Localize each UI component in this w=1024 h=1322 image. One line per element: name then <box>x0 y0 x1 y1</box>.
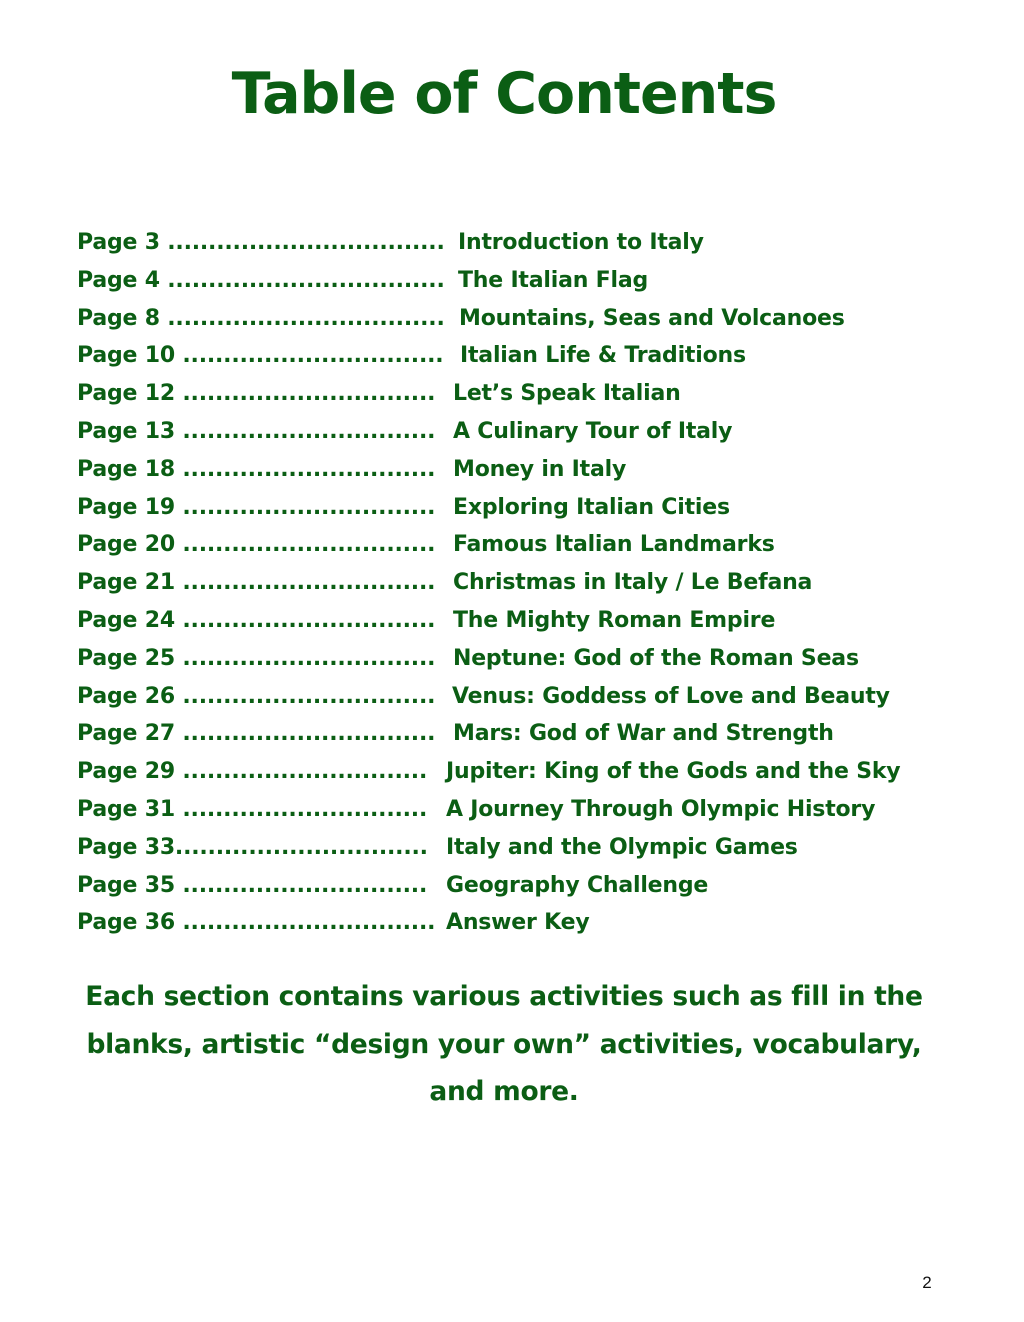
toc-page-reference: Page 29 .............................. <box>77 759 428 785</box>
toc-row <box>0 413 1024 451</box>
toc-row <box>0 489 1024 527</box>
toc-page-reference: Page 21 ............................... <box>77 570 436 596</box>
toc-row <box>0 640 1024 678</box>
toc-section-title: Italian Life & Traditions <box>460 343 746 369</box>
toc-section-title: Famous Italian Landmarks <box>453 532 775 558</box>
toc-page-reference: Page 19 ............................... <box>77 494 436 520</box>
toc-page-reference: Page 20 ............................... <box>77 532 436 558</box>
toc-row <box>0 300 1024 338</box>
toc-page-reference: Page 35 .............................. <box>77 872 428 898</box>
page-title: Table of Contents <box>231 61 777 127</box>
toc-page-reference: Page 36 ............................... <box>77 910 436 936</box>
toc-row <box>0 451 1024 489</box>
table-of-contents <box>0 224 1024 942</box>
toc-page-reference: Page 26 ............................... <box>77 683 436 709</box>
toc-row <box>0 602 1024 640</box>
toc-page-reference: Page 8 .................................. <box>77 305 445 331</box>
toc-row <box>0 867 1024 905</box>
activities-note: Each section contains various activities such as fill in the blanks, artistic “design your own” activities, vocabulary, and more. <box>85 981 923 1107</box>
toc-section-title: Let’s Speak Italian <box>453 381 681 407</box>
toc-section-title: Christmas in Italy / Le Befana <box>453 570 813 596</box>
toc-row <box>0 715 1024 753</box>
toc-section-title: Mountains, Seas and Volcanoes <box>459 305 845 331</box>
toc-page-reference: Page 27 ............................... <box>77 721 436 747</box>
toc-section-title: Introduction to Italy <box>458 230 704 255</box>
page-number: 2 <box>922 1273 932 1292</box>
toc-page-reference: Page 13 ............................... <box>77 418 436 444</box>
toc-section-title: Venus: Goddess of Love and Beauty <box>452 683 890 709</box>
toc-section-title: Mars: God of War and Strength <box>453 721 834 747</box>
toc-page-reference: Page 24 ............................... <box>77 607 436 633</box>
toc-page-reference: Page 31 .............................. <box>77 796 428 822</box>
toc-page-reference: Page 10 ................................ <box>77 343 444 369</box>
toc-page-reference: Page 18 ............................... <box>77 456 436 482</box>
toc-section-title: Geography Challenge <box>446 872 709 898</box>
toc-row <box>0 829 1024 867</box>
toc-section-title: Money in Italy <box>453 456 627 482</box>
toc-section-title: A Culinary Tour of Italy <box>453 418 733 444</box>
toc-row <box>0 375 1024 413</box>
toc-section-title: The Italian Flag <box>458 267 649 293</box>
toc-row <box>0 337 1024 375</box>
toc-page-reference: Page 3 .................................. <box>77 230 445 255</box>
toc-section-title: Neptune: God of the Roman Seas <box>453 645 859 671</box>
toc-section-title: Italy and the Olympic Games <box>446 834 798 860</box>
toc-row <box>0 904 1024 942</box>
toc-section-title: Exploring Italian Cities <box>453 494 730 520</box>
toc-row <box>0 753 1024 791</box>
toc-section-title: Answer Key <box>446 910 590 936</box>
toc-row <box>0 224 1024 262</box>
toc-page-reference: Page 4 .................................. <box>77 267 445 293</box>
toc-page-reference: Page 12 ............................... <box>77 381 436 407</box>
toc-row <box>0 678 1024 716</box>
toc-page-reference: Page 25 ............................... <box>77 645 436 671</box>
toc-section-title: A Journey Through Olympic History <box>446 796 876 822</box>
toc-row <box>0 564 1024 602</box>
toc-page-reference: Page 33............................... <box>77 834 428 860</box>
toc-section-title: The Mighty Roman Empire <box>453 607 776 633</box>
toc-section-title: Jupiter: King of the Gods and the Sky <box>446 759 901 785</box>
toc-row <box>0 791 1024 829</box>
toc-row <box>0 262 1024 300</box>
toc-row <box>0 526 1024 564</box>
